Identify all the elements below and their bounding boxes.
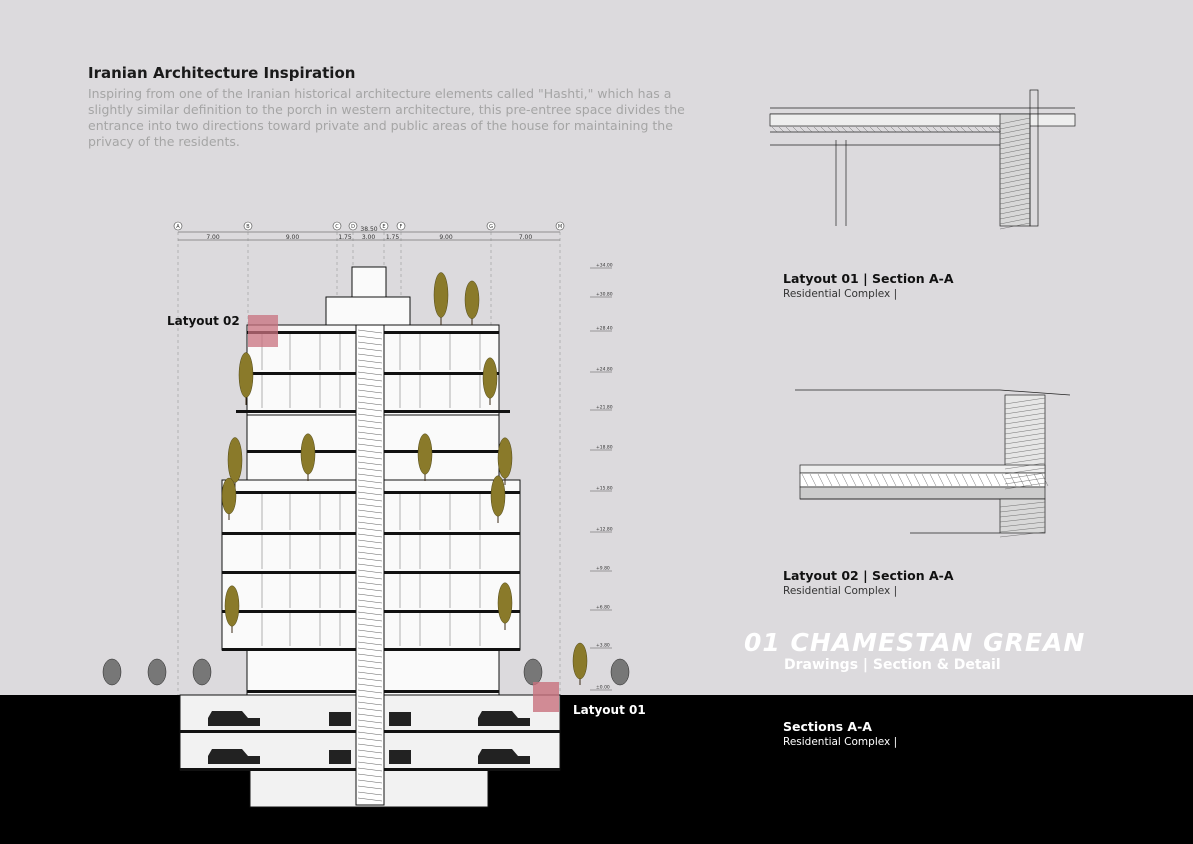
layout-01-highlight [533, 682, 559, 712]
dimension-label: 3.00 [361, 234, 376, 241]
brand-title: 01 CHAMESTAN GREAN [744, 628, 1086, 657]
level-marker: +9.80 [596, 566, 610, 572]
layout-02-callout: Latyout 02 [167, 314, 240, 328]
layout-02-highlight [248, 315, 278, 347]
level-marker: +24.80 [596, 367, 613, 373]
sections-title: Sections A-A [783, 719, 872, 734]
detail-01-title: Latyout 01 | Section A-A [783, 271, 954, 286]
detail-02-title: Latyout 02 | Section A-A [783, 568, 954, 583]
level-marker: +34.00 [596, 263, 613, 269]
grid-label: F [399, 224, 403, 230]
dimension-label: 9.00 [285, 234, 300, 241]
dimension-label: 7.00 [206, 234, 220, 241]
brand-subtitle: Drawings | Section & Detail [784, 657, 1001, 673]
detail-02-subtitle: Residential Complex | [783, 585, 898, 597]
grid-label: C [335, 224, 339, 230]
grid-label: A [176, 224, 180, 230]
grid-label: B [246, 224, 250, 230]
detail-02-drawing [795, 390, 1070, 533]
level-marker: +18.80 [596, 445, 613, 451]
level-marker: +6.80 [596, 605, 610, 611]
sections-subtitle: Residential Complex | [783, 736, 898, 748]
grid-label: D [351, 224, 355, 230]
level-marker: +30.80 [596, 292, 613, 298]
total-dimension: 38.50 [360, 226, 378, 233]
level-marker: +3.80 [596, 643, 610, 649]
level-marker: ±0.00 [596, 685, 610, 691]
level-marker: +28.40 [596, 326, 613, 332]
dimension-label: 1.75 [338, 234, 352, 241]
intro-paragraph: Inspiring from one of the Iranian historical architecture elements called "Hashti," which has a slightly similar definition to the porch in western architecture, this pre-entree space divides the entrance into two directions toward private and public areas of the house for maintaining the privacy of the residents. [88, 86, 685, 149]
level-marker: +15.80 [596, 486, 613, 492]
grid-label: G [489, 224, 493, 230]
level-marker: +21.80 [596, 405, 613, 411]
dimension-label: 1.75 [385, 234, 400, 241]
dimension-label: 7.00 [518, 234, 533, 241]
grid-label: E [382, 224, 386, 230]
detail-01-subtitle: Residential Complex | [783, 288, 898, 300]
level-marker: +12.80 [596, 527, 613, 533]
dimension-label: 9.00 [439, 234, 453, 241]
grid-label: M [557, 224, 563, 230]
layout-01-callout: Latyout 01 [573, 703, 646, 717]
page-title: Iranian Architecture Inspiration [88, 64, 356, 82]
